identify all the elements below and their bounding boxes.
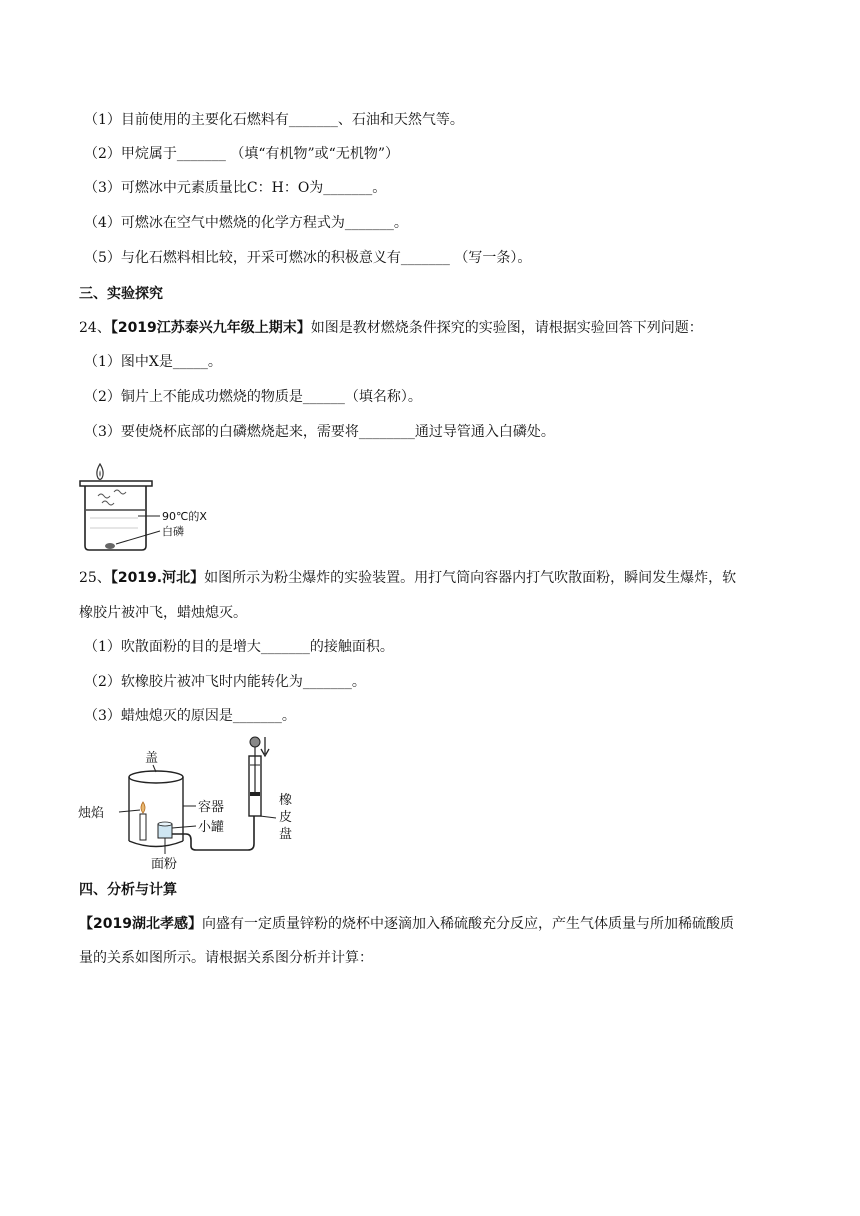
container-label: 容器 bbox=[198, 800, 225, 815]
q25-item-2: （2）软橡胶片被冲飞时内能转化为_______。 bbox=[84, 674, 366, 690]
rubber-disk-label-2: 皮 bbox=[279, 810, 293, 825]
q26-stem-line-2: 量的关系如图所示。请根据关系图分析并计算： bbox=[79, 950, 373, 966]
q24-number: 24、 bbox=[79, 320, 111, 336]
q25-item-1: （1）吹散面粉的目的是增大_______的接触面积。 bbox=[84, 639, 394, 655]
flour-label: 面粉 bbox=[151, 857, 178, 872]
q24-source: 【2019江苏泰兴九年级上期末】 bbox=[110, 320, 311, 336]
q24-item-3: （3）要使烧杯底部的白磷燃烧起来，需要将________通过导管通入白磷处。 bbox=[84, 424, 555, 440]
q25-item-3: （3）蜡烛熄灭的原因是_______。 bbox=[84, 708, 296, 724]
q24-item-1: （1）图中X是_____。 bbox=[84, 354, 222, 370]
phosphorus-label: 白磷 bbox=[162, 525, 184, 538]
q24-stem bbox=[79, 318, 703, 338]
q26-stem-line-1 bbox=[79, 914, 734, 934]
q26-source: 【2019湖北孝感】 bbox=[79, 916, 202, 932]
section-3-title: 三、实验探究 bbox=[79, 286, 163, 302]
lid-label: 盖 bbox=[145, 751, 159, 766]
q24-item-2: （2）铜片上不能成功燃烧的物质是______（填名称）。 bbox=[84, 389, 422, 405]
q25-number: 25、 bbox=[79, 570, 111, 586]
q23-item-4: （4）可燃冰在空气中燃烧的化学方程式为_______。 bbox=[84, 215, 408, 231]
q25-stem-line-2: 橡胶片被冲飞，蜡烛熄灭。 bbox=[79, 605, 247, 621]
flame-label: 烛焰 bbox=[78, 806, 105, 821]
combustion-experiment-figure bbox=[78, 458, 213, 553]
q23-item-1: （1）目前使用的主要化石燃料有_______、石油和天然气等。 bbox=[84, 112, 464, 128]
q25-stem-line-1 bbox=[79, 568, 736, 588]
section-4-title: 四、分析与计算 bbox=[79, 882, 177, 898]
dust-explosion-figure bbox=[76, 734, 306, 876]
q23-item-5: （5）与化石燃料相比较，开采可燃冰的积极意义有_______ （写一条）。 bbox=[84, 250, 532, 266]
can-label: 小罐 bbox=[198, 820, 225, 835]
q25-source: 【2019.河北】 bbox=[110, 570, 205, 586]
water-label: 90℃的X bbox=[162, 510, 207, 523]
q25-stem-text: 如图所示为粉尘爆炸的实验装置。用打气筒向容器内打气吹散面粉，瞬间发生爆炸，软 bbox=[204, 570, 737, 586]
rubber-disk-label-3: 盘 bbox=[279, 827, 293, 842]
q23-item-2: （2）甲烷属于_______ （填“有机物”或“无机物”） bbox=[84, 146, 399, 162]
q24-stem-text: 如图是教材燃烧条件探究的实验图，请根据实验回答下列问题： bbox=[310, 320, 703, 336]
q23-item-3: （3）可燃冰中元素质量比C：H：O为_______。 bbox=[84, 180, 387, 196]
rubber-disk-label-1: 橡 bbox=[279, 793, 293, 808]
q26-stem-text: 向盛有一定质量锌粉的烧杯中逐滴加入稀硫酸充分反应，产生气体质量与所加稀硫酸质 bbox=[201, 916, 734, 932]
